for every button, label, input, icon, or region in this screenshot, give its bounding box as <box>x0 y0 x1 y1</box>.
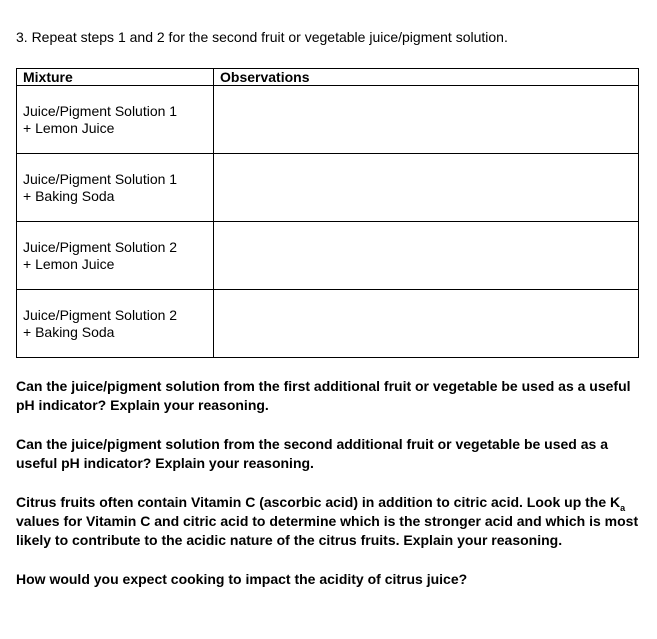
observation-cell[interactable] <box>214 222 639 290</box>
table-row <box>17 290 639 358</box>
observations-table <box>16 68 639 358</box>
ka-subscript: a <box>620 502 626 513</box>
table-row <box>17 86 639 154</box>
mixture-line2: + Lemon Juice <box>23 120 115 136</box>
mixture-line2: + Baking Soda <box>23 188 115 204</box>
header-mixture: Mixture <box>17 69 214 86</box>
mixture-line1: Juice/Pigment Solution 2 <box>23 239 178 255</box>
step-instruction: 3. Repeat steps 1 and 2 for the second fruit or vegetable juice/pigment solution. <box>16 29 508 45</box>
question-3 <box>16 493 641 550</box>
header-observations: Observations <box>214 69 639 86</box>
mixture-cell <box>17 154 214 222</box>
table-row <box>17 222 639 290</box>
mixture-line1: Juice/Pigment Solution 2 <box>23 307 178 323</box>
question-3-part2: values for Vitamin C and citric acid to determine which is the stronger acid and which is most likely to contribute to the acidic nature of the citrus fruits. Explain your reasoning. <box>16 513 639 548</box>
observation-cell[interactable] <box>214 154 639 222</box>
questions-section <box>16 377 641 589</box>
mixture-line2: + Baking Soda <box>23 324 115 340</box>
mixture-cell <box>17 86 214 154</box>
question-2: Can the juice/pigment solution from the second additional fruit or vegetable be used as a useful pH indicator? Explain your reasoning. <box>16 436 608 471</box>
table-row <box>17 154 639 222</box>
observation-cell[interactable] <box>214 290 639 358</box>
question-1: Can the juice/pigment solution from the first additional fruit or vegetable be used as a useful pH indicator? Explain your reasoning. <box>16 378 631 413</box>
table-header-row <box>17 69 639 86</box>
mixture-line1: Juice/Pigment Solution 1 <box>23 171 178 187</box>
mixture-line1: Juice/Pigment Solution 1 <box>23 103 178 119</box>
mixture-cell <box>17 290 214 358</box>
observation-cell[interactable] <box>214 86 639 154</box>
question-4: How would you expect cooking to impact the acidity of citrus juice? <box>16 571 468 587</box>
mixture-line2: + Lemon Juice <box>23 256 115 272</box>
mixture-cell <box>17 222 214 290</box>
question-3-part1: Citrus fruits often contain Vitamin C (ascorbic acid) in addition to citric acid. Look up the K <box>16 494 621 510</box>
